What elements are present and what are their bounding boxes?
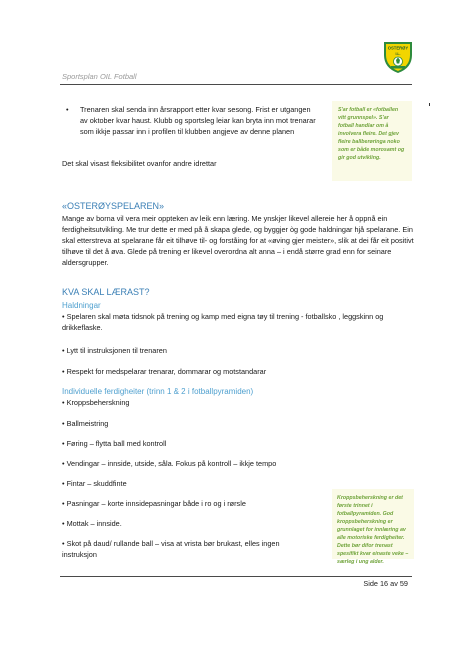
list-item: • Kroppsbeherskning [62,398,130,407]
list-item-text: Mottak – innside. [66,519,122,528]
subheading-haldningar: Haldningar [62,301,101,310]
list-item: • Respekt for medspelarar trenarar, dommarar og motstandarar [62,367,267,376]
bullet-dot: • [66,105,69,114]
club-logo [382,40,414,74]
list-item-text: Kroppsbeherskning [66,398,130,407]
section-body-osteroyspelaren: Mange av borna vil vera meir oppteken av leik enn læring. Me ynskjer likevel allereie her å oppnå ein ferdigheitsutvikling. Me trur dette er med på å skapa glede, og byggjer òg gode haldningar hjå spelarane. Ein skal etterstreva at spelarane får eit tilhøve til- og forståing for at «øving gjer meister», slik at dei får eit positivt tilhøve til det å øva. Glede på trening er likevel overordna alt anna – i endå større grad enn for seinare aldersgrupper. [62,214,414,267]
list-item: • Føring – flytta ball med kontroll [62,439,167,448]
list-item-text: Fintar – skuddfinte [66,479,127,488]
list-item: • Spelaren skal møta tidsnok på trening og kamp med eigna tøy til trening - fotballsko , leggskinn og drikkeflaske. [62,312,384,332]
section-heading-osteroyspelaren: «OSTERØYSPELAREN» [62,201,165,211]
intro-bullet [66,104,316,137]
list-item: • Mottak – innside. [62,519,122,528]
list-item-text: Respekt for medspelarar trenarar, dommarar og motstandarar [66,367,267,376]
side-note-1: S'ar fotball er «fotballen vitt grunnspel». S'ar fotball handlar om å involvera fleire. Det gjev fleire ballberøringa noko som er både morosamt og gir god utvikling. [332,101,412,181]
list-item-text: Ballmeistring [66,419,109,428]
margin-mark [429,103,430,106]
list-item-text: Lytt til instruksjonen til trenaren [66,346,167,355]
header-rule [60,84,412,85]
subheading-individuelle-ferdigheiter: Individuelle ferdigheiter (trinn 1 & 2 i fotballpyramiden) [62,387,254,396]
footer-rule [60,576,412,577]
list-item-text: Skot på daud/ rullande ball – visa at vrista bør brukast, elles ingen instruksjon [62,539,280,559]
page-number: Side 16 av 59 [363,579,408,588]
list-item: • Vendingar – innside, utside, såla. Fokus på kontroll – ikkje tempo [62,459,277,468]
logo-text: OSTERØY [387,45,409,51]
list-item-text: Føring – flytta ball med kontroll [66,439,167,448]
list-item: • Fintar – skuddfinte [62,479,127,488]
list-item-text: Vendingar – innside, utside, såla. Fokus på kontroll – ikkje tempo [66,459,277,468]
intro-bullet-text: Trenaren skal senda inn årsrapport etter kvar sesong. Frist er utgangen av oktober kvar haust. Klubb og sportsleg leiar kan bryta inn mot trenarar som ikkje passar inn i profilen til klubben angjeve av denne planen [80,105,316,136]
logo-subtext: I.L. [395,52,401,56]
list-item: • Ballmeistring [62,419,109,428]
list-item: • Pasningar – korte innsidepasningar både i ro og i rørsle [62,499,246,508]
side-note-2: Kroppsbeherskning er det første trinnet i fotballpyramiden. God kroppsbeherskning er grunnlaget for innlæring av alle motoriske ferdigheiter. Dette bør difor trenast spesifikt kvar einaste veke – særleg i ung alder. [332,489,414,559]
list-item-text: Spelaren skal møta tidsnok på trening og kamp med eigna tøy til trening - fotballsko , leggskinn og drikkeflaske. [62,312,384,332]
section-heading-kva-skal-laerast: KVA SKAL LÆRAST? [62,287,150,297]
list-item-text: Pasningar – korte innsidepasningar både i ro og i rørsle [66,499,246,508]
list-item: • Lytt til instruksjonen til trenaren [62,346,167,355]
intro-line: Det skal visast fleksibilitet ovanfor andre idrettar [62,159,217,168]
list-item: • Skot på daud/ rullande ball – visa at vrista bør brukast, elles ingen instruksjon [62,539,280,559]
header-title: Sportsplan OIL Fotball [62,72,137,81]
